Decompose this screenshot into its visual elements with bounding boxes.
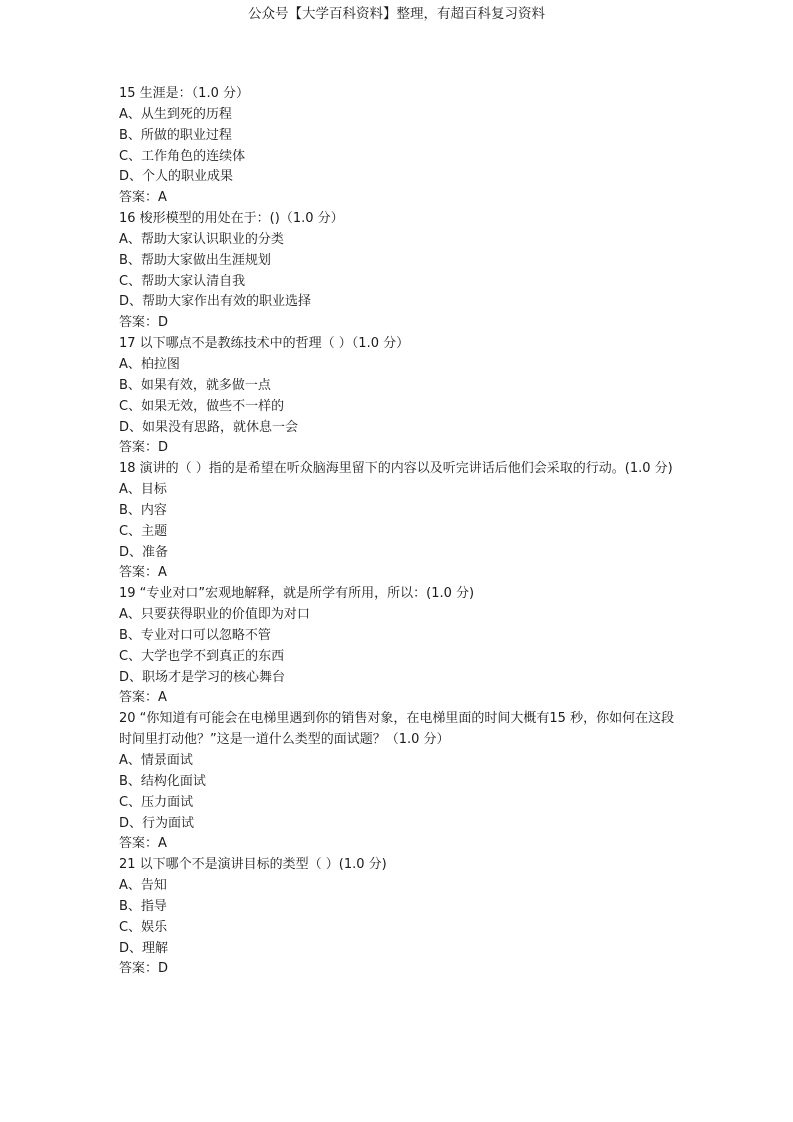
page-header: 公众号【大学百科资料】整理，有超百科复习资料: [248, 6, 545, 22]
option-a: A、帮助大家认识职业的分类: [119, 231, 284, 247]
option-b: B、内容: [119, 502, 167, 518]
option-d: D、职场才是学习的核心舞台: [119, 669, 286, 685]
question-block: [119, 334, 679, 459]
option-b: B、指导: [119, 898, 167, 914]
option-a: A、告知: [119, 878, 167, 894]
option-c: C、娱乐: [119, 919, 168, 935]
option-a: A、情景面试: [119, 753, 193, 768]
option-a: A、目标: [119, 482, 167, 498]
option-d: D、理解: [119, 940, 169, 956]
answer: 答案：D: [119, 961, 169, 977]
answer: 答案：A: [119, 190, 167, 206]
option-b: B、所做的职业过程: [119, 127, 232, 143]
answer: 答案：D: [119, 440, 169, 456]
question-stem: 20 “你知道有可能会在电梯里遇到你的销售对象，在电梯里面的时间大概有15 秒，你如何在这段时间里打动他？”这是一道什么类型的面试题？（1.0 分）: [119, 711, 675, 748]
answer: 答案：A: [119, 836, 167, 852]
option-d: D、帮助大家作出有效的职业选择: [119, 294, 312, 310]
question-stem: 21 以下哪个不是演讲目标的类型（ ）(1.0 分): [119, 857, 387, 873]
option-a: A、从生到死的历程: [119, 106, 232, 122]
answer: 答案：D: [119, 315, 169, 331]
question-stem: 18 演讲的（ ）指的是希望在听众脑海里留下的内容以及听完讲话后他们会采取的行动。(1.0 分): [119, 461, 673, 477]
option-d: D、行为面试: [119, 815, 195, 831]
option-c: C、压力面试: [119, 794, 194, 810]
option-c: C、如果无效，做些不一样的: [119, 398, 285, 414]
option-d: D、个人的职业成果: [119, 169, 234, 185]
question-stem: 19 “专业对口”宏观地解释，就是所学有所用，所以：(1.0 分): [119, 586, 475, 602]
option-c: C、工作角色的连续体: [119, 148, 246, 164]
option-b: B、帮助大家做出生涯规划: [119, 252, 271, 268]
option-a: A、柏拉图: [119, 356, 180, 372]
option-d: D、如果没有思路，就休息一会: [119, 419, 299, 435]
question-block: [119, 855, 679, 980]
option-d: D、准备: [119, 544, 169, 560]
option-a: A、只要获得职业的价值即为对口: [119, 607, 310, 623]
option-b: B、结构化面试: [119, 773, 206, 789]
question-block: [119, 459, 679, 584]
option-b: B、如果有效，就多做一点: [119, 377, 271, 393]
answer: 答案：A: [119, 565, 167, 581]
option-c: C、大学也学不到真正的东西: [119, 648, 285, 664]
question-stem: 16 梭形模型的用处在于：()（1.0 分）: [119, 211, 344, 227]
question-list: [119, 84, 679, 980]
option-b: B、专业对口可以忽略不管: [119, 627, 271, 643]
option-c: C、帮助大家认清自我: [119, 273, 246, 289]
option-c: C、主题: [119, 523, 168, 539]
answer: 答案：A: [119, 690, 167, 706]
question-block: [119, 84, 679, 209]
question-block: [119, 209, 679, 334]
question-stem: 17 以下哪点不是教练技术中的哲理（ ）（1.0 分）: [119, 336, 410, 352]
question-block: [119, 584, 679, 709]
question-stem: 15 生涯是：（1.0 分）: [119, 86, 249, 101]
question-block: [119, 709, 679, 855]
